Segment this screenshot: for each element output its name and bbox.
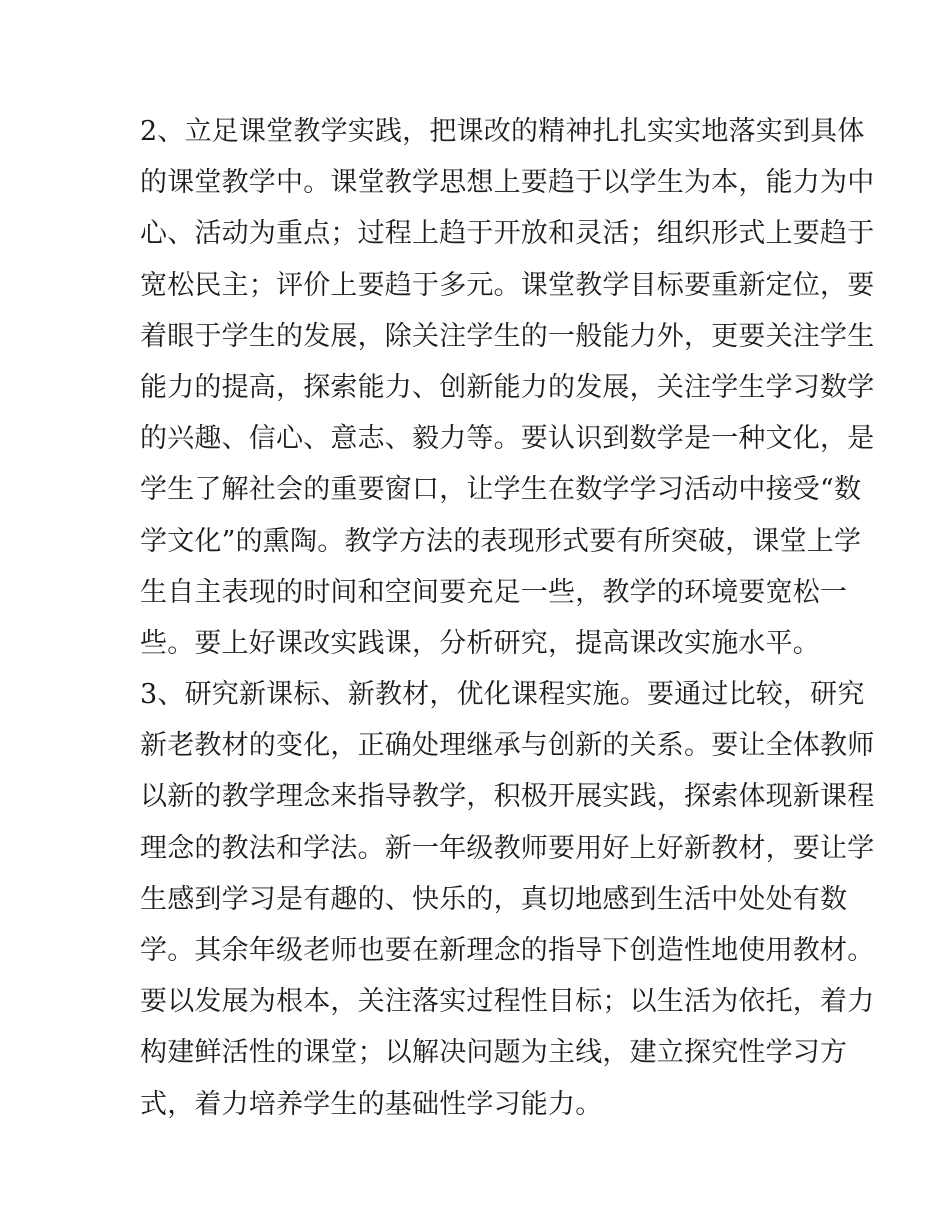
text-line: 些。要上好课改实践课，分析研究，提高课改实施水平。 [140, 627, 820, 659]
text-line: 2、立足课堂教学实践，把课改的精神扎扎实实地落实到具体 [140, 116, 865, 147]
text-line: 能力的提高，探索能力、创新能力的发展，关注学生学习数学 [140, 371, 875, 403]
text-line: 式，着力培养学生的基础性学习能力。 [140, 1088, 603, 1120]
text-line: 要以发展为根本，关注落实过程性目标；以生活为依托，着力 [140, 986, 875, 1018]
text-line: 学。其余年级老师也要在新理念的指导下创造性地使用教材。 [140, 935, 875, 966]
text-line: 以新的教学理念来指导教学，积极开展实践，探索体现新课程 [140, 781, 875, 813]
text-line: 的兴趣、信心、意志、毅力等。要认识到数学是一种文化，是 [140, 423, 875, 455]
text-line: 心、活动为重点；过程上趋于开放和灵活；组织形式上要趋于 [140, 218, 875, 250]
text-line: 学文化”的熏陶。教学方法的表现形式要有所突破，课堂上学 [140, 525, 862, 557]
text-line: 3、研究新课标、新教材，优化课程实施。要通过比较，研究 [140, 679, 865, 711]
text-line: 新老教材的变化，正确处理继承与创新的关系。要让全体教师 [140, 730, 875, 762]
text-line: 着眼于学生的发展，除关注学生的一般能力外，更要关注学生 [140, 320, 875, 352]
text-line: 构建鲜活性的课堂；以解决问题为主线，建立探究性学习方 [140, 1037, 848, 1069]
text-line: 的课堂教学中。课堂教学思想上要趋于以学生为本，能力为中 [140, 167, 875, 199]
text-line: 生自主表现的时间和空间要充足一些，教学的环境要宽松一 [140, 576, 848, 608]
text-line: 学生了解社会的重要窗口，让学生在数学学习活动中接受“数 [140, 474, 862, 506]
text-line: 理念的教法和学法。新一年级教师要用好上好新教材，要让学 [140, 832, 875, 864]
text-line: 生感到学习是有趣的、快乐的，真切地感到生活中处处有数 [140, 883, 848, 915]
body-text [140, 106, 875, 1130]
text-line: 宽松民主；评价上要趋于多元。课堂教学目标要重新定位，要 [140, 269, 875, 301]
